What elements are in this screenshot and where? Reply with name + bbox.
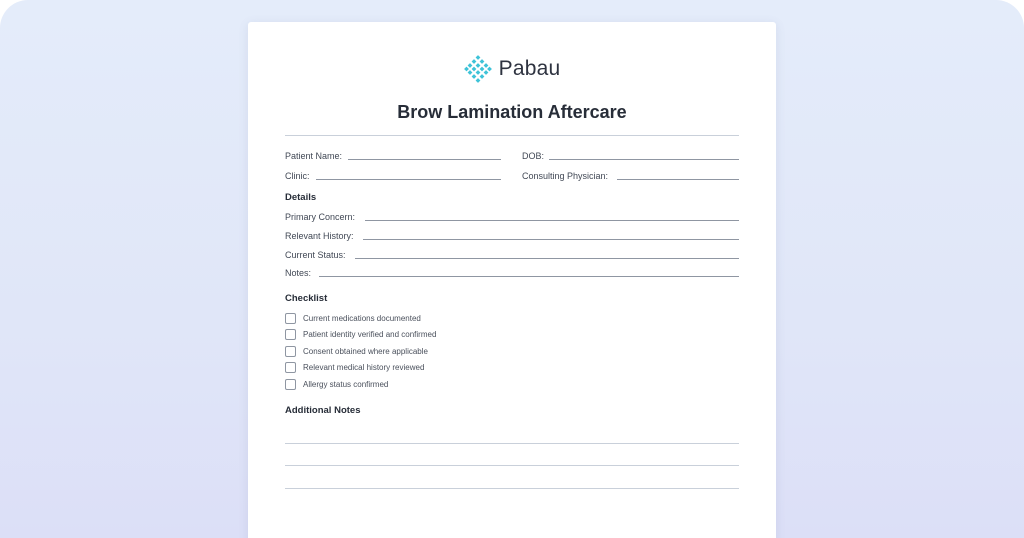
primary-concern-label: Primary Concern: [285,212,356,222]
form-title: Brow Lamination Aftercare [397,102,627,122]
diamond-dot-grid-logo-icon [464,55,492,83]
checklist-item[interactable] [285,329,436,340]
relevant-history-field[interactable] [363,239,739,240]
checkbox[interactable] [285,313,296,324]
checklist-item[interactable] [285,379,388,390]
clinic-field[interactable] [316,179,501,180]
additional-notes-line[interactable] [285,465,739,466]
current-status-field[interactable] [355,258,739,259]
additional-notes-line[interactable] [285,443,739,444]
notes-label: Notes: [285,268,312,278]
relevant-history-label: Relevant History: [285,231,354,241]
checkbox[interactable] [285,362,296,373]
checklist-item[interactable] [285,346,428,357]
consulting-physician-field[interactable] [617,179,739,180]
patient-name-label: Patient Name: [285,151,343,161]
checkbox[interactable] [285,346,296,357]
primary-concern-field[interactable] [365,220,739,221]
checkbox[interactable] [285,379,296,390]
notes-field[interactable] [319,276,739,277]
clinic-label: Clinic: [285,171,310,181]
dob-label: DOB: [522,151,545,161]
checklist-item-label: Relevant medical history reviewed [303,363,425,372]
brand-logo [248,55,776,83]
checklist-heading: Checklist [285,293,328,304]
brand-name: Pabau [498,57,561,80]
checklist-item[interactable] [285,362,424,373]
checklist-item-label: Patient identity verified and confirmed [303,330,437,339]
checklist-item[interactable] [285,313,421,324]
form-document [248,22,776,538]
dob-field[interactable] [549,159,739,160]
consulting-physician-label: Consulting Physician: [522,171,609,181]
title-divider [285,135,739,136]
checklist-item-label: Allergy status confirmed [303,380,389,389]
additional-notes-line[interactable] [285,488,739,489]
additional-notes-heading: Additional Notes [285,405,361,416]
checkbox[interactable] [285,329,296,340]
patient-name-field[interactable] [348,159,501,160]
checklist-item-label: Consent obtained where applicable [303,347,428,356]
checklist-item-label: Current medications documented [303,314,421,323]
current-status-label: Current Status: [285,250,346,260]
details-heading: Details [285,192,317,203]
